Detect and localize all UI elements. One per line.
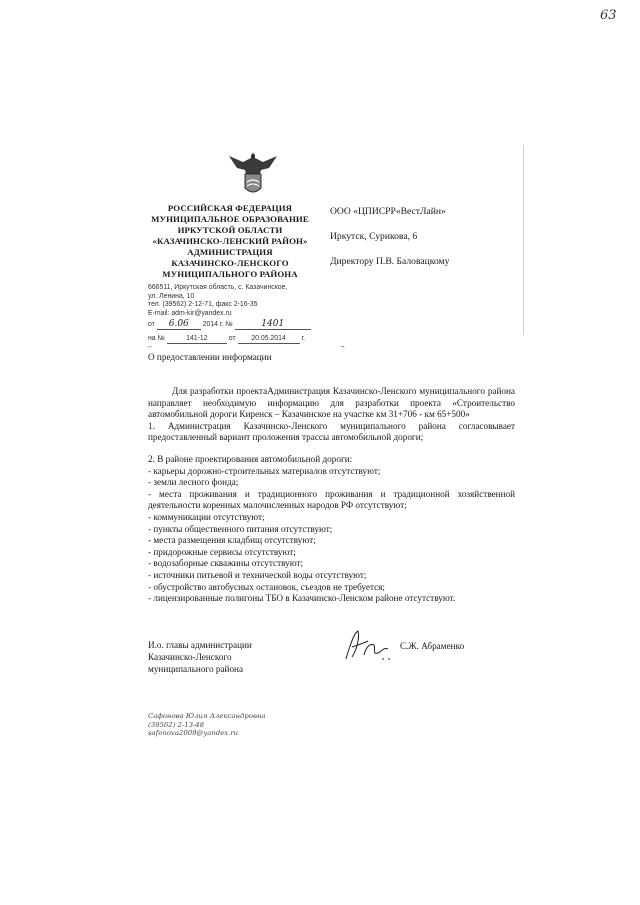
- list-item: - места размещения кладбищ отсутствуют;: [148, 535, 316, 546]
- list-item: - придорожные сервисы отсутствуют;: [148, 546, 296, 557]
- incoming-prefix: на №: [148, 335, 165, 342]
- list-item: - источники питьевой и технической воды отсутствуют;: [148, 569, 367, 580]
- header-line: РОССИЙСКАЯ ФЕДЕРАЦИЯ: [167, 203, 293, 213]
- outgoing-reference: [148, 320, 311, 330]
- list-item: - лицензированные полигоны ТБО в Казачинско-Ленском районе отсутствуют.: [148, 593, 456, 604]
- header-line: МУНИЦИПАЛЬНОГО РАЙОНА: [162, 269, 298, 279]
- signatory-name: С.Ж. Абраменко: [400, 641, 465, 651]
- addressee-block: [330, 206, 449, 281]
- signatory-title-line: Казачинско-Ленского: [148, 651, 232, 662]
- incoming-suffix: г.: [301, 335, 306, 342]
- body-intro: Для разработки проектаАдминистрация Казачинско-Ленского муниципального района направляет необходимую информацию для разработки проекта «Строительство автомобильной дороги Киренск – Казачинское на участке км 31+706 - км 65+500»: [148, 386, 515, 420]
- list-item: - карьеры дорожно-строительных материалов отсутствуют;: [148, 465, 381, 476]
- incoming-from-label: от: [228, 335, 236, 342]
- incoming-date: 20.05.2014: [238, 335, 300, 344]
- header-line: «КАЗАЧИНСКО-ЛЕНСКИЙ РАЙОН»: [152, 236, 308, 246]
- contact-line: ул. Ленина, 10: [148, 292, 195, 300]
- list-item: - пункты общественного питания отсутствуют;: [148, 523, 333, 534]
- list-item: - водозаборные скважины отсутствуют;: [148, 558, 304, 569]
- contact-line: 666511, Иркутская область, с. Казачинское,: [148, 284, 288, 291]
- outgoing-date: 6.06: [157, 320, 201, 330]
- outgoing-year: 2014 г. №: [202, 321, 233, 328]
- header-line: МУНИЦИПАЛЬНОЕ ОБРАЗОВАНИЕ: [151, 214, 309, 224]
- header-line: АДМИНИСТРАЦИЯ: [187, 247, 273, 257]
- contact-line: тел. (39562) 2-12-71, факс 2-16-35: [148, 301, 258, 309]
- executor-line: Сафонова Юлия Александровна: [148, 712, 266, 720]
- signatory-title-line: муниципального района: [148, 663, 244, 674]
- sender-contact: [148, 284, 287, 318]
- list-item: - обустройство автобусных остановок, съездов не требуется;: [148, 581, 385, 592]
- addressee-org: ООО «ЦПИСРР«ВестЛайн»: [330, 206, 446, 217]
- incoming-number: 141-12: [167, 335, 227, 344]
- letterhead-header: [138, 203, 322, 280]
- header-line: ИРКУТСКОЙ ОБЛАСТИ: [177, 225, 283, 235]
- signatory-title-line: И.о. главы администрации: [148, 640, 252, 650]
- executor-line: (39562) 2-13-48: [148, 720, 205, 729]
- outgoing-prefix: от: [148, 321, 155, 328]
- list-item: - земли лесного фонда;: [148, 477, 239, 488]
- signatory-title: [148, 640, 252, 675]
- handwritten-signature: [338, 625, 398, 665]
- list-item: - места проживания и традиционного проживания и традиционной хозяйственной деятельности коренных малочисленных народов РФ отсутствуют;: [148, 488, 515, 511]
- executor-info: [148, 712, 266, 738]
- bracket-right: ¬: [340, 342, 345, 351]
- letter-body: [148, 386, 515, 605]
- addressee-address: Иркутск, Сурикова, 6: [330, 231, 418, 242]
- bracket-left: ⌐: [148, 342, 153, 351]
- page-number: 63: [600, 8, 617, 23]
- addressee-director: Директору П.В. Баловацкому: [330, 256, 450, 267]
- header-line: КАЗАЧИНСКО-ЛЕНСКОГО: [171, 258, 289, 268]
- coat-of-arms-emblem: [225, 148, 281, 200]
- outgoing-number: 1401: [235, 320, 311, 330]
- contact-line: E-mail: adm-kir@yandex.ru: [148, 309, 232, 317]
- body-point-2: 2. В районе проектирования автомобильной дороги:: [148, 453, 353, 464]
- letter-subject: О предоставлении информации: [148, 352, 272, 362]
- incoming-reference: [148, 335, 305, 344]
- body-point-1: 1. Администрация Казачинско-Ленского муниципального района согласовывает предоставленный вариант проложения трассы автомобильной дороги;: [148, 420, 515, 443]
- page-edge-line: [523, 145, 524, 335]
- list-item: - коммуникации отсутствуют;: [148, 511, 265, 522]
- executor-line: safonova2009@yandex.ru: [148, 729, 239, 738]
